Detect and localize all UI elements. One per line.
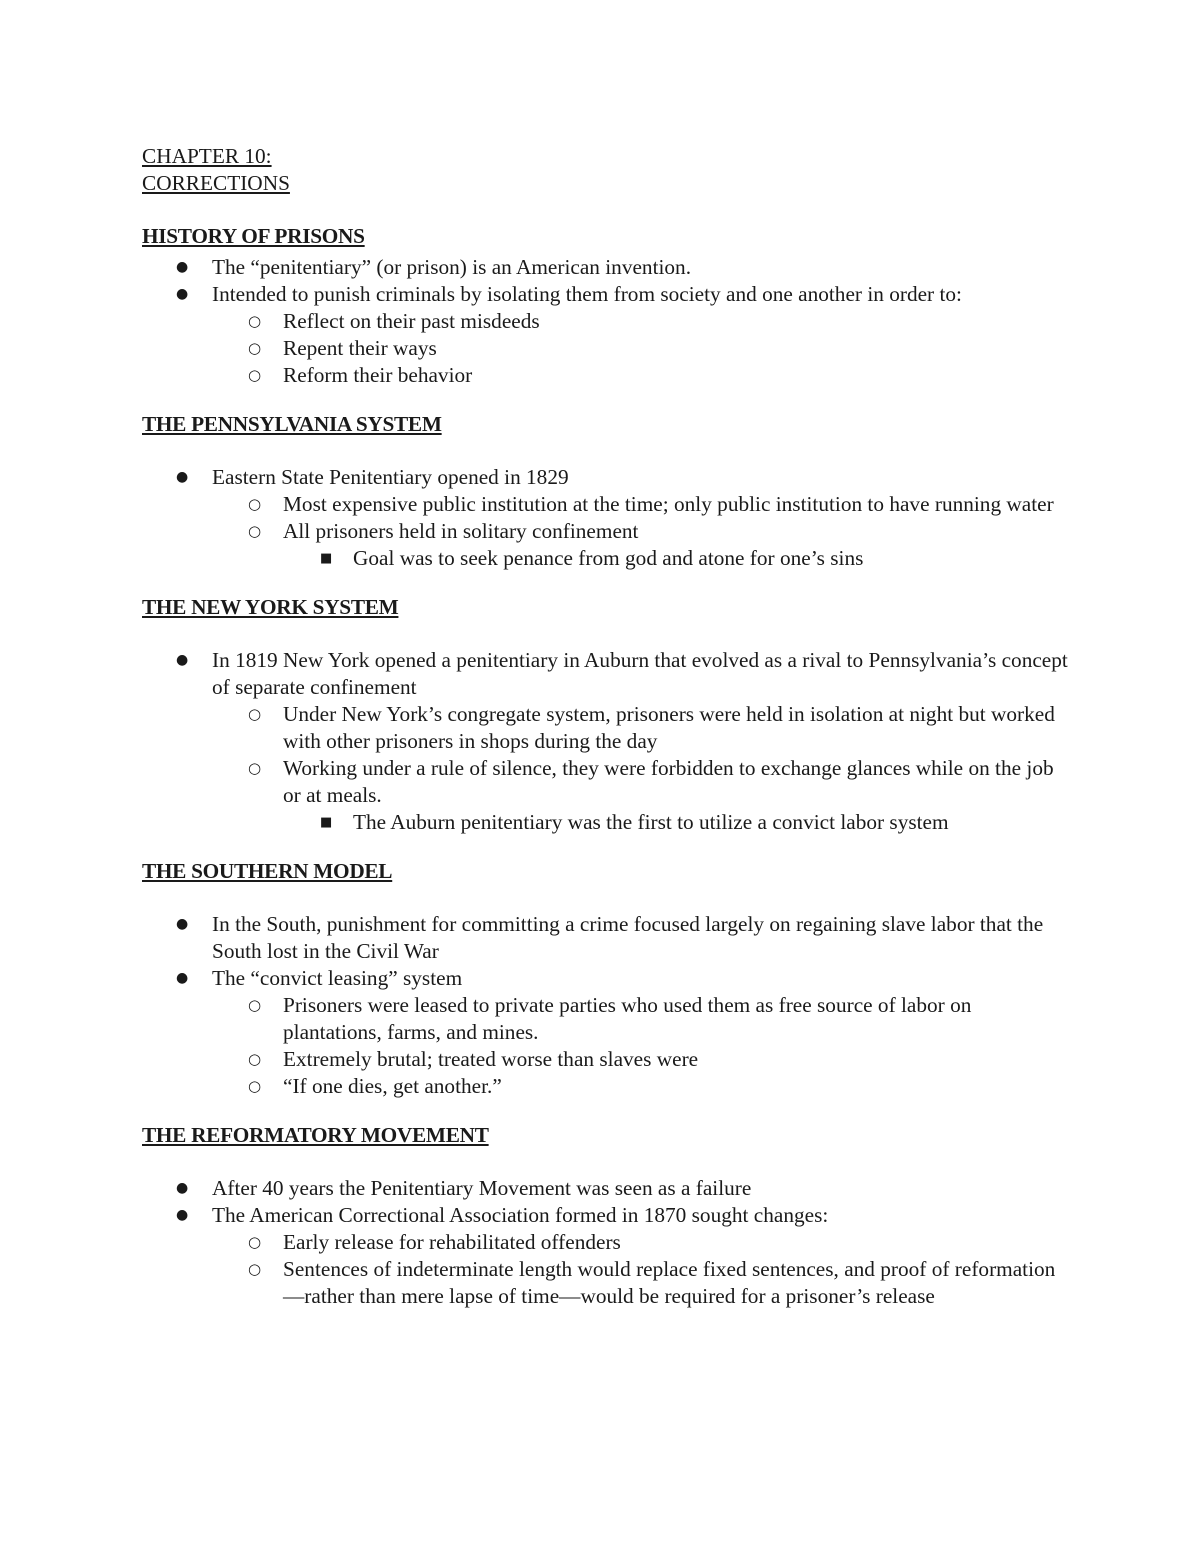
list-item [142, 545, 1072, 572]
section-heading: THE SOUTHERN MODEL [142, 859, 393, 883]
sections-container [142, 223, 1072, 1332]
list-item [142, 965, 1072, 992]
list-item [142, 1175, 1072, 1202]
list-item [142, 491, 1072, 518]
filled-circle-bullet-icon: ● [176, 652, 189, 668]
list-item-text: Under New York’s congregate system, prisoners were held in isolation at night but worked with other prisoners in shops during the day [283, 702, 1055, 753]
list-item [142, 647, 1072, 701]
list-item-text: The “convict leasing” system [212, 966, 463, 990]
hollow-circle-bullet-icon: ○ [248, 1260, 262, 1278]
list-item-text: Reform their behavior [283, 363, 473, 387]
hollow-circle-bullet-icon: ○ [248, 759, 262, 777]
spacer [142, 572, 1072, 594]
list-item-text: The American Correctional Association formed in 1870 sought changes: [212, 1203, 829, 1227]
spacer [142, 1100, 1072, 1122]
hollow-circle-bullet-icon: ○ [248, 366, 262, 384]
bullet-list [142, 464, 1072, 572]
hollow-circle-bullet-icon: ○ [248, 1077, 262, 1095]
list-item [142, 518, 1072, 545]
hollow-circle-bullet-icon: ○ [248, 1233, 262, 1251]
list-item [142, 1202, 1072, 1229]
list-item [142, 992, 1072, 1046]
filled-circle-bullet-icon: ● [176, 469, 189, 485]
list-item-text: The Auburn penitentiary was the first to utilize a convict labor system [353, 810, 949, 834]
bullet-list [142, 911, 1072, 1100]
section [142, 858, 1072, 1122]
section [142, 1122, 1072, 1332]
section-heading: THE REFORMATORY MOVEMENT [142, 1123, 489, 1147]
list-item [142, 362, 1072, 389]
list-item-text: Most expensive public institution at the time; only public institution to have running water [283, 492, 1054, 516]
list-item [142, 464, 1072, 491]
list-item [142, 809, 1072, 836]
hollow-circle-bullet-icon: ○ [248, 312, 262, 330]
list-item-text: “If one dies, get another.” [283, 1074, 502, 1098]
list-item-text: The “penitentiary” (or prison) is an American invention. [212, 255, 692, 279]
chapter-name: CORRECTIONS [142, 171, 290, 195]
list-item [142, 281, 1072, 308]
hollow-circle-bullet-icon: ○ [248, 1050, 262, 1068]
section-heading: HISTORY OF PRISONS [142, 224, 365, 248]
list-item [142, 701, 1072, 755]
list-item [142, 755, 1072, 809]
list-item [142, 308, 1072, 335]
filled-circle-bullet-icon: ● [176, 286, 189, 302]
list-item-text: All prisoners held in solitary confinement [283, 519, 639, 543]
list-item-text: Early release for rehabilitated offenders [283, 1230, 621, 1254]
bullet-list [142, 647, 1072, 836]
square-bullet-icon: ■ [320, 551, 333, 566]
spacer [142, 1149, 1072, 1175]
square-bullet-icon: ■ [320, 815, 333, 830]
filled-circle-bullet-icon: ● [176, 259, 189, 275]
list-item-text: Prisoners were leased to private parties who used them as free source of labor on plantations, farms, and mines. [283, 993, 972, 1044]
hollow-circle-bullet-icon: ○ [248, 495, 262, 513]
list-item-text: Repent their ways [283, 336, 437, 360]
bullet-list [142, 1175, 1072, 1310]
list-item [142, 1046, 1072, 1073]
section-heading: THE PENNSYLVANIA SYSTEM [142, 412, 442, 436]
spacer [142, 197, 1072, 223]
list-item [142, 335, 1072, 362]
section-heading: THE NEW YORK SYSTEM [142, 595, 399, 619]
list-item [142, 1073, 1072, 1100]
list-item-text: Extremely brutal; treated worse than slaves were [283, 1047, 699, 1071]
list-item-text: In the South, punishment for committing a crime focused largely on regaining slave labor that the South lost in the Civil War [212, 912, 1044, 963]
document-body [142, 143, 1072, 1332]
hollow-circle-bullet-icon: ○ [248, 705, 262, 723]
filled-circle-bullet-icon: ● [176, 916, 189, 932]
list-item-text: After 40 years the Penitentiary Movement was seen as a failure [212, 1176, 752, 1200]
list-item [142, 1256, 1072, 1310]
filled-circle-bullet-icon: ● [176, 1207, 189, 1223]
list-item-text: Eastern State Penitentiary opened in 1829 [212, 465, 569, 489]
list-item-text: Intended to punish criminals by isolating them from society and one another in order to: [212, 282, 962, 306]
list-item [142, 1229, 1072, 1256]
list-item-text: Reflect on their past misdeeds [283, 309, 540, 333]
section [142, 223, 1072, 411]
bullet-list [142, 254, 1072, 389]
hollow-circle-bullet-icon: ○ [248, 522, 262, 540]
spacer [142, 438, 1072, 464]
list-item-text: Working under a rule of silence, they were forbidden to exchange glances while on the job or at meals. [283, 756, 1054, 807]
hollow-circle-bullet-icon: ○ [248, 339, 262, 357]
spacer [142, 836, 1072, 858]
chapter-number: CHAPTER 10: [142, 144, 272, 168]
list-item-text: Sentences of indeterminate length would replace fixed sentences, and proof of reformation—rather than mere lapse of time—would be required for a prisoner’s release [283, 1257, 1056, 1308]
spacer [142, 389, 1072, 411]
hollow-circle-bullet-icon: ○ [248, 996, 262, 1014]
list-item [142, 254, 1072, 281]
filled-circle-bullet-icon: ● [176, 970, 189, 986]
list-item-text: Goal was to seek penance from god and atone for one’s sins [353, 546, 864, 570]
section [142, 594, 1072, 858]
section [142, 411, 1072, 594]
chapter-title [142, 143, 1072, 197]
spacer [142, 885, 1072, 911]
list-item-text: In 1819 New York opened a penitentiary in Auburn that evolved as a rival to Pennsylvania’s concept of separate confinement [212, 648, 1068, 699]
spacer [142, 1310, 1072, 1332]
spacer [142, 621, 1072, 647]
filled-circle-bullet-icon: ● [176, 1180, 189, 1196]
list-item [142, 911, 1072, 965]
